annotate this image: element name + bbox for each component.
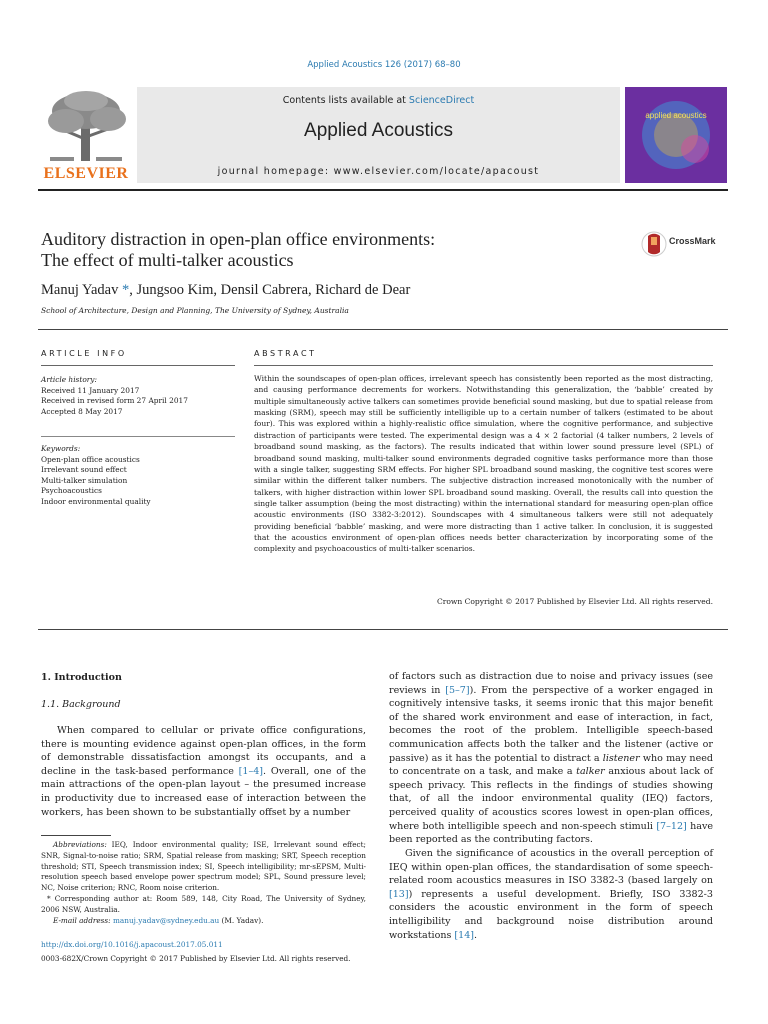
citation-link[interactable]: [5–7] xyxy=(445,684,470,696)
history-accepted: Accepted 8 May 2017 xyxy=(41,406,123,416)
emphasis-text: talker xyxy=(576,766,605,778)
crossmark-label: CrossMark xyxy=(669,236,716,246)
abbreviations-footnote xyxy=(41,840,366,894)
article-info-rule xyxy=(41,365,235,366)
article-title-line-2: The effect of multi-talker acoustics xyxy=(41,250,294,270)
paragraph-text: When compared to cellular or private office configurations, there is mounting evidence against open-plan offices, in the form of demonstrable dissatisfaction amongst its occupants, and a decline in the task-based performance xyxy=(41,725,366,777)
corresponding-author-footnote: * Corresponding author at: Room 589, 148, City Road, The University of Sydney, 2006 NSW, Australia. xyxy=(41,893,366,914)
contents-prefix: Contents lists available at xyxy=(282,95,409,106)
article-history xyxy=(41,375,235,417)
journal-homepage[interactable]: journal homepage: www.elsevier.com/locate/apacoust xyxy=(217,166,540,177)
keyword-item: Irrelevant sound effect xyxy=(41,465,127,474)
citation-link[interactable]: [7–12] xyxy=(656,820,687,832)
doi-link[interactable]: http://dx.doi.org/10.1016/j.apacoust.2017.05.011 xyxy=(41,940,223,949)
author-list xyxy=(41,282,410,299)
footnote-rule xyxy=(41,835,111,836)
keywords-label: Keywords: xyxy=(41,444,81,453)
history-received: Received 11 January 2017 xyxy=(41,385,140,395)
abbreviations-text: IEQ, Indoor environmental quality; ISE, Irrelevant sound effect; SNR, Signal-to-noise ratio; SRM, Spatial release from masking; SRT, Speech reception threshold; STI, Speech transmission index; SI, Speech intelligibility; mr-sEPSM, Multi-resolution speech based envelope power spectrum model; SPL, Sound pressure level; NC, Noise criterion; RNC, Room noise criterion. xyxy=(41,840,366,893)
abstract-rule xyxy=(254,365,713,366)
citation-link[interactable]: [13] xyxy=(389,888,409,900)
abstract-copyright: Crown Copyright © 2017 Published by Elsevier Ltd. All rights reserved. xyxy=(436,597,713,606)
right-column-paragraph-2 xyxy=(389,847,713,942)
cover-title: applied acoustics xyxy=(645,111,707,120)
abstract-heading: ABSTRACT xyxy=(254,349,317,358)
email-suffix: (M. Yadav). xyxy=(219,915,264,925)
article-title-line-1: Auditory distraction in open-plan office environments: xyxy=(41,229,436,249)
keyword-item: Psychoacoustics xyxy=(41,486,102,495)
crossmark-badge[interactable] xyxy=(641,231,731,255)
introduction-heading: 1. Introduction xyxy=(41,672,122,683)
paragraph-text: have been reported as the contributing factors. xyxy=(389,820,714,846)
paragraph-text: . xyxy=(474,929,478,941)
issn-copyright: 0003-682X/Crown Copyright © 2017 Published by Elsevier Ltd. All rights reserved. xyxy=(41,954,351,963)
paragraph-text: ). From the perspective of a worker engaged in cognitively intensive tasks, it seems ironic that this major benefit of the shared work environment and ease of interaction, in fact, becomes the root of the problem. Intelligible speech-based communication affects both the talker and the listener (active or passive) as it has the potential to distract a xyxy=(389,684,713,764)
journal-reference[interactable]: Applied Acoustics 126 (2017) 68–80 xyxy=(307,60,461,70)
authors-rest: , Jungsoo Kim, Densil Cabrera, Richard de Dear xyxy=(129,282,411,298)
journal-cover-thumbnail[interactable] xyxy=(625,87,727,183)
paragraph-text: ) represents a useful development. Briefly, ISO 3382-3 considers the acoustic environment in the form of speech intelligibility and background noise distribution around workstations xyxy=(389,888,713,941)
paragraph-text: of factors such as distraction due to noise and privacy issues (see reviews in xyxy=(389,671,713,696)
keyword-item: Open-plan office acoustics xyxy=(41,454,140,464)
article-info-heading: ARTICLE INFO xyxy=(41,349,127,358)
article-title xyxy=(41,229,601,271)
paragraph-text: anxious about lack of speech privacy. This reflects in the findings of studies showing that, of all the indoor environmental quality (IEQ) factors, perceived quality of acoustics scores lowest in open-plan offices, where both intelligible speech and non-speech stimuli xyxy=(389,766,713,832)
paragraph-text: who may need to concentrate on a task, and make a xyxy=(389,752,713,778)
left-column-paragraph xyxy=(41,724,366,819)
svg-text:ELSEVIER: ELSEVIER xyxy=(43,165,129,182)
contents-availability xyxy=(137,95,620,106)
abstract-text: Within the soundscapes of open-plan offices, irrelevant speech has consistently been reported as the most distracting, and causing performance decrements for workers. Notwithstanding this generalization, the ‘babble’ created by multiple simultaneously active talkers can sometimes provide beneficial sound masking, but due to spatial release from masking (SRM), speech may still be sufficiently intelligible up to a certain number of talkers (estimated to be about four). This was explored within a highly-realistic office simulation, where the cognitive performance, and subjective distraction of participants were tested. The experimental design was a 4 × 2 factorial (4 talker numbers, 2 levels of broadband sound masking, as the factors). The results indicated that within lower sound pressure level (SPL) of broadband sound masking, multi-talker sound environments degraded cognitive tasks performance more than those with a single talker, suggesting SRM effects. For higher SPL broadband sound masking, the cognitive test scores were similar within the different talker numbers. The subjective distraction increased monotonically with the number of talkers, with higher distraction within lower SPL broadband sound masking. Overall, the results call into question the single talker assumption (being the most distracting) within the international standard for measuring open-plan office acoustic environments (ISO 3382-3:2012). Soundscapes with 4 simultaneous talkers were still not adequately providing beneficial ‘babble’ masking, and were more distracting than 1 active talker. In conclusion, it is suggested that the acoustics environment of open-plan offices needs better characterization by incorporating some of the complexity and psychoacoustics of multi-talker scenarios. xyxy=(254,374,713,554)
affiliation: School of Architecture, Design and Planning, The University of Sydney, Australia xyxy=(41,306,349,315)
elsevier-wordmark xyxy=(38,164,134,187)
elsevier-wordmark-icon xyxy=(38,164,134,182)
keyword-item: Indoor environmental quality xyxy=(41,496,151,506)
sciencedirect-link[interactable]: ScienceDirect xyxy=(408,95,475,106)
paragraph-text: Given the significance of acoustics in the overall perception of IEQ within open-plan offices, the standardisation of some speech-related room acoustics measures in ISO 3382-3 (based largely on xyxy=(389,848,713,887)
corresponding-author-marker[interactable]: * xyxy=(118,282,130,298)
paragraph-text: . Overall, one of the main attractions of the open-plan layout – the presumed increase in productivity due to increased ease of interaction between the workers, has been shown to be substantially offset by a number xyxy=(41,765,366,818)
abbreviations-label: Abbreviations: xyxy=(53,840,107,849)
article-info-divider xyxy=(41,436,235,437)
section-rule xyxy=(38,329,728,330)
keywords xyxy=(41,444,235,507)
right-column-paragraph-1 xyxy=(389,670,713,847)
emphasis-text: listener xyxy=(602,752,640,764)
email-link[interactable]: manuj.yadav@sydney.edu.au xyxy=(112,915,220,925)
background-subheading: 1.1. Background xyxy=(41,699,121,710)
citation-link[interactable]: [14] xyxy=(454,929,475,941)
citation-link[interactable]: [1–4] xyxy=(238,765,264,777)
keyword-item: Multi-talker simulation xyxy=(41,475,128,485)
header-rule xyxy=(38,189,728,191)
journal-name: Applied Acoustics xyxy=(304,120,453,141)
author-first: Manuj Yadav xyxy=(41,282,119,298)
cover-art-icon xyxy=(625,87,727,183)
email-footnote xyxy=(41,916,366,927)
history-revised: Received in revised form 27 April 2017 xyxy=(41,396,188,405)
crossmark-icon xyxy=(641,231,667,257)
history-label: Article history: xyxy=(41,375,97,384)
email-label: E-mail address: xyxy=(53,915,111,925)
abstract-end-rule xyxy=(38,629,728,630)
footnotes xyxy=(41,840,366,926)
